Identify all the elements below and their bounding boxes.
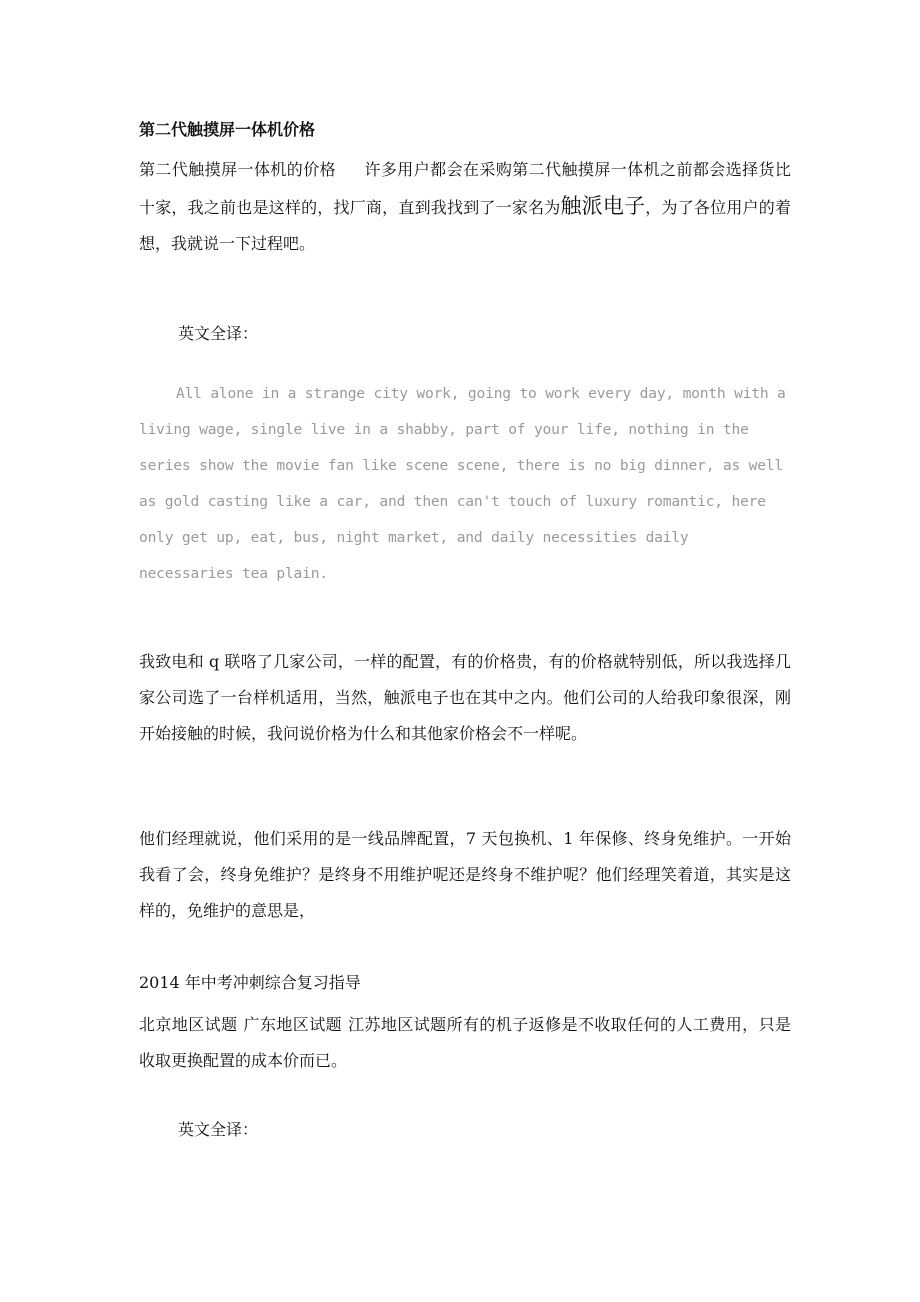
guide-link-jiangsu[interactable]: 江苏地区试题 [348, 1015, 447, 1034]
intro-text: 许多用户都会在采购第二代触摸屏一体机之前都会选择货比十家，我之前也是这样的，找厂商，直到我找到了一家名为 [139, 160, 791, 217]
guide-title: 2014 年中考冲刺综合复习指导 [139, 973, 361, 992]
english-text: All alone in a strange city work, going to work every day, month with a living wage, single live in a shabby, part of your life, nothing in the series show the movie fan like scene scene, there is no big dinner, as well as gold casting like a car, and then can't touch of luxury romantic, here only get up, eat, bus, night market, and daily necessities daily necessaries tea plain. [139, 385, 786, 582]
paragraph-manager: 他们经理就说，他们采用的是一线品牌配置，7 天包换机、1 年保修、终身免维护。一开始我看了会，终身免维护？是终身不用维护呢还是终身不维护呢？他们经理笑着道，其实是这样的，免维护的意思是， [139, 829, 791, 920]
intro-paragraph [139, 152, 791, 262]
intro-lead: 第二代触摸屏一体机的价格 [139, 160, 337, 179]
guide-paragraph [139, 1007, 791, 1079]
paragraph-contact: 我致电和 q 联咯了几家公司，一样的配置，有的价格贵，有的价格就特别低，所以我选择几家公司选了一台样机适用，当然，触派电子也在其中之内。他们公司的人给我印象很深，刚开始接触的时候，我问说价格为什么和其他家价格会不一样呢。 [139, 652, 791, 743]
guide-link-guangdong[interactable]: 广东地区试题 [243, 1015, 343, 1034]
guide-link-beijing[interactable]: 北京地区试题 [139, 1015, 238, 1034]
translation-label-2: 英文全译： [178, 1120, 259, 1139]
translation-label: 英文全译： [178, 324, 259, 343]
english-translation [139, 376, 791, 592]
brand-name: 触派电子 [560, 194, 646, 218]
guide-text: 所有的机子返修是不收取任何的人工费用，只是收取更换配置的成本价而已。 [139, 1015, 791, 1070]
document-title: 第二代触摸屏一体机价格 [139, 120, 316, 139]
intro-text-end: ，为了各位用户的着想，我就说一下过程吧。 [139, 198, 791, 253]
